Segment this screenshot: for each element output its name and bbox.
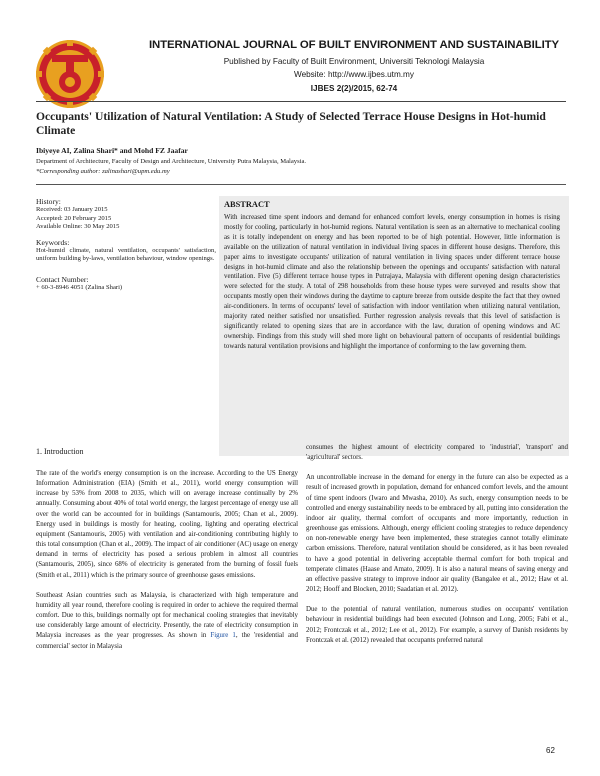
figure-link[interactable]: Figure 1 (210, 632, 236, 640)
paragraph (36, 591, 298, 652)
page-number: 62 (546, 746, 555, 755)
article-info-sidebar (36, 198, 216, 300)
abstract-heading: ABSTRACT (224, 200, 270, 209)
contact-number: + 60-3-8946 4051 (Zalina Shari) (36, 284, 123, 292)
section-heading-introduction: 1. Introduction (36, 447, 84, 456)
issn-line: IJBES 2(2)/2015, 62-74 (310, 84, 398, 93)
keywords-heading: Keywords: (36, 237, 70, 247)
body-column-right (306, 443, 568, 646)
journal-logo-icon (34, 38, 106, 110)
header-divider (36, 101, 566, 102)
abstract-text: With increased time spent indoors and demand for enhanced comfort levels, energy consumption in homes is rising mostly for cooling, particularly in hot-humid regions. Natural ventilation is seen as an alternative to mechanical cooling as it is totally independent on energy and has been reported to be of high potential. However, little information is available on the utilization of natural ventilation in individual living spaces in different house designs. Therefore, this paper aims to investigate occupants' utilization of natural ventilation in living spaces under different terrace house designs in hot-humid climate and also the relationship between the openings and occupants' satisfaction with natural ventilation. Five (5) different terrace house types in Putrajaya, Malaysia with different opening design characteristics were selected for the study. A total of 298 households from these house types were surveyed and results show that occupants mostly open their windows during the daytime to capture breeze from outside despite the fact that they owned air-conditioners. In terms of occupants' level of satisfaction with indoor ventilation when utilizing natural ventilation, majority rated neither satisfied nor unsatisfied. Further regression analysis reveals that this level of satisfaction is significantly related to opening sizes that are in accordance with the law, duration of opening windows and AC ownership. Findings from this study will shed more light on behavioural pattern of occupants of residential buildings towards natural ventilation provisions and highlight the importance of conforming to the law governing them. (224, 214, 560, 350)
paragraph: An uncontrollable increase in the demand for energy in the future can also be expected as a result of increased growth in population, demand for enhanced comfort levels, and the amount of time spent indoors (Iwaro and Mwasha, 2010). As such, energy consumption needs to be controlled and energy sustainability needs to be embraced by all, putting into consideration the indoor air quality, thermal comfort of occupants and more importantly, reduction in greenhouse gas emissions. Although, energy efficient cooling strategies to reduce dependency on non-renewable energy have been implemented, these strategies cannot totally eliminate carbon emissions. Therefore, natural ventilation should be considered, as it has been revealed to have a good potential in delivering acceptable thermal comfort for both tropical and temperate climates (Haase and Amato, 2009). It is also a natural means of saving energy and an effective passive strategy to improve indoor air quality (Bangalee et al., 2012; Haw et al. 2012; Hooff and Blocken, 2010; Saadatian et al. 2012). (306, 474, 568, 594)
paragraph-text: , the 'residential and commercial' sector in Malaysia (36, 632, 299, 650)
journal-title: INTERNATIONAL JOURNAL OF BUILT ENVIRONMENT AND SUSTAINABILITY (148, 39, 560, 51)
paragraph: The rate of the world's energy consumption is on the increase. According to the US Energy Information Administration (EIA) (Smith et al., 2011), world energy consumption will increase by 53% from 2008 to 2035, which will on average increase continually by 2% annually. Consuming about 40% of total world energy, the largest percentage of energy use all over the world can be accounted for in buildings (Santamouris, 2005; Chan et al., 2009). Energy used in buildings is mostly for heating, cooling, lighting and operating electrical equipment (Santamouris, 2005) with ventilation and air-conditioning contributing highly to this total consumption (Chan et al., 2009). The impact of air conditioner (AC) usage on energy demand in terms of electricity has posed a serious problem in almost all countries (Santamouris, 2005), since 68% of electricity is generated from the burning of fossil fuels (Smith et al., 2011) which is the primary source of greenhouse gases emissions. (36, 470, 298, 579)
meta-divider (36, 184, 566, 185)
accepted-date: Accepted: 20 February 2015 (36, 214, 112, 222)
paragraph-text: Southeast Asian countries such as Malaysia, is characterized with high temperature and humidity all year round, therefore cooling is required in order to achieve the required thermal comfort. Due to this, buildings normally opt for mechanical cooling strategies that inevitably use considerably large amount of electricity. Presently, the rate of electricity consumption in Malaysia increases as the year progresses. As shown in (36, 591, 298, 640)
received-date: Received: 03 January 2015 (36, 206, 108, 214)
keywords-text: Hot-humid climate, natural ventilation, occupants' satisfaction, uniform building by-laws, ventilation behaviour, window openings. (36, 247, 216, 263)
history-heading: History: (36, 197, 61, 206)
affiliation: Department of Architecture, Faculty of Design and Architecture, University Putra Malaysia, Malaysia. (36, 158, 307, 165)
author-list: Ibiyeye AI, Zalina Shari* and Mohd FZ Jaafar (36, 146, 188, 155)
online-date: Available Online: 30 May 2015 (36, 223, 120, 231)
corresponding-author[interactable]: *Corresponding author: zalinashari@upm.edu.my (36, 168, 170, 175)
website-link[interactable]: Website: http://www.ijbes.utm.my (294, 70, 414, 79)
paper-title: Occupants' Utilization of Natural Ventilation: A Study of Selected Terrace House Designs in Hot-humid Climate (36, 110, 546, 137)
body-column-left (36, 463, 298, 652)
contact-heading: Contact Number: (36, 274, 89, 284)
paragraph: Due to the potential of natural ventilation, numerous studies on occupants' ventilation behaviour in residential buildings had been executed (Johnson and Long, 2005; Fabi et al., 2012; Frontczak et al., 2012; Lee et al., 2012). For example, a survey of Danish residents by Frontczak et al. (2012) revealed that occupants preferred natural (306, 606, 568, 644)
publisher-line: Published by Faculty of Built Environment, Universiti Teknologi Malaysia (223, 57, 485, 66)
paragraph: consumes the highest amount of electricity compared to 'industrial', 'transport' and 'agricultural' sectors. (306, 444, 568, 462)
